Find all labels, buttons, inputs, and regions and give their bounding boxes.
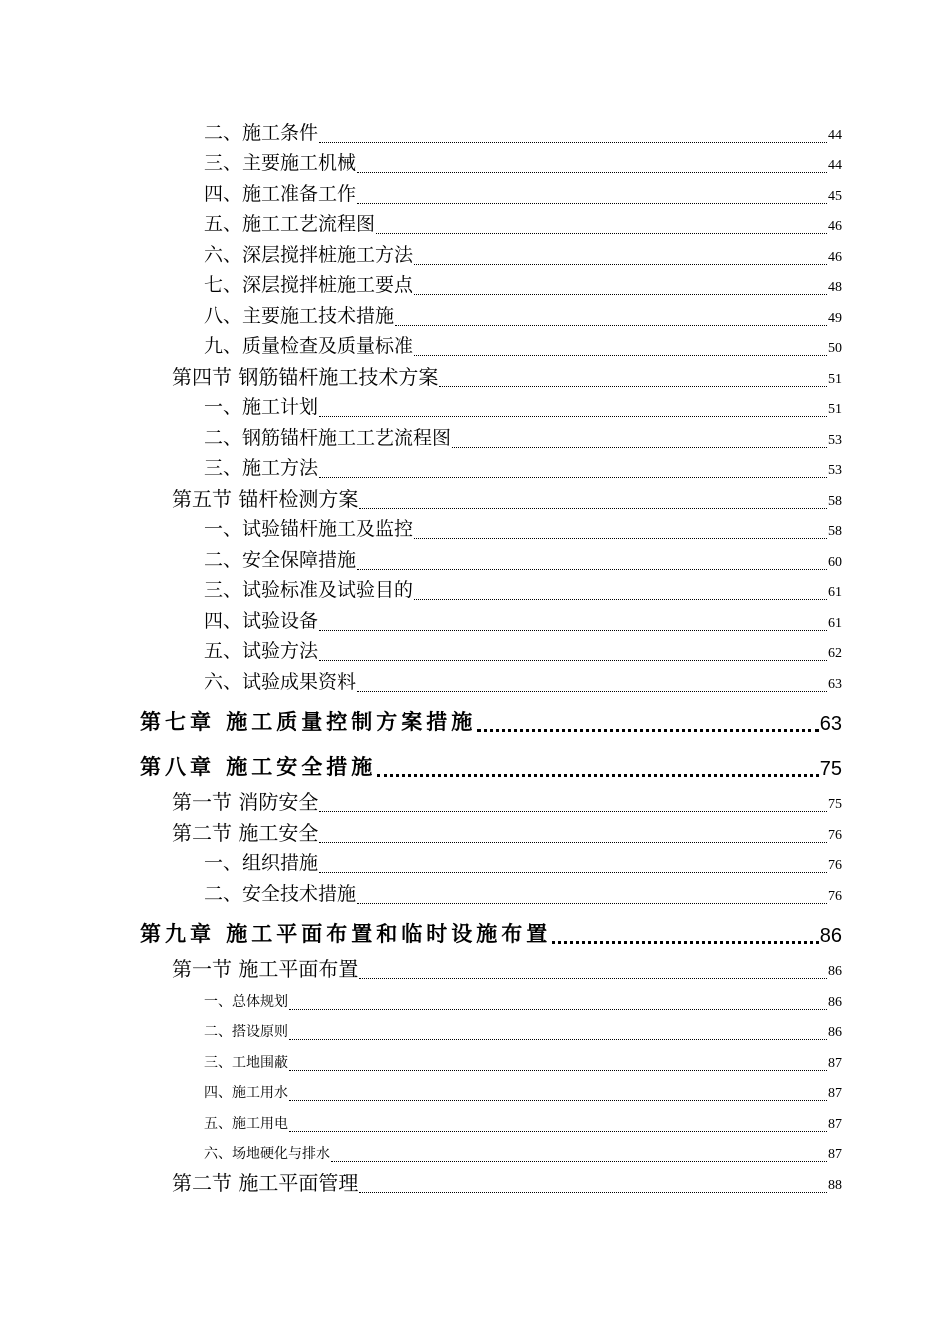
toc-entry-chap[interactable] xyxy=(0,697,950,742)
toc-entry-sec[interactable] xyxy=(0,817,950,848)
toc-entry-label: 第二节 施工安全 xyxy=(172,820,319,845)
toc-entry-item[interactable] xyxy=(0,331,950,362)
toc-entry-chap[interactable] xyxy=(0,909,950,954)
dot-leader xyxy=(319,416,827,417)
dot-leader xyxy=(414,294,827,295)
toc-entry-item[interactable] xyxy=(0,300,950,331)
toc-entry-label: 第五节 锚杆检测方案 xyxy=(172,486,359,511)
toc-entry-chap[interactable] xyxy=(0,742,950,787)
toc-entry-label: 第四节 钢筋锚杆施工技术方案 xyxy=(172,364,439,389)
dot-leader xyxy=(414,538,827,539)
toc-entry-page-number: 53 xyxy=(828,432,842,448)
toc-entry-item[interactable] xyxy=(0,453,950,484)
dot-leader xyxy=(357,203,827,204)
toc-entry-label: 一、试验锚杆施工及监控 xyxy=(204,518,414,540)
toc-entry-label: 二、安全保障措施 xyxy=(204,548,357,571)
toc-entry-label: 五、施工用电 xyxy=(204,1115,288,1132)
dot-leader xyxy=(289,1070,827,1071)
toc-entry-item[interactable] xyxy=(0,544,950,575)
toc-entry-label: 一、总体规划 xyxy=(204,993,288,1010)
toc-entry-page-number: 58 xyxy=(828,493,842,509)
dot-leader xyxy=(319,142,827,143)
toc-entry-item[interactable] xyxy=(0,178,950,209)
toc-entry-page-number: 48 xyxy=(828,280,842,295)
toc-entry-label: 六、试验成果资料 xyxy=(204,670,357,693)
toc-entry-page-number: 50 xyxy=(828,341,842,356)
dot-leader xyxy=(289,1100,827,1101)
toc-entry-page-number: 60 xyxy=(828,554,842,570)
toc-entry-label: 八、主要施工技术措施 xyxy=(204,304,395,327)
dot-leader xyxy=(319,811,827,812)
dot-leader xyxy=(319,872,827,873)
toc-entry-label: 五、施工工艺流程图 xyxy=(204,213,376,235)
toc-entry-page-number: 76 xyxy=(828,858,842,873)
dot-leader xyxy=(357,172,827,173)
toc-entry-label: 一、施工计划 xyxy=(204,396,319,418)
toc-entry-label: 二、安全技术措施 xyxy=(204,882,357,905)
toc-entry-label: 第九章 施工平面布置和临时设施布置 xyxy=(140,920,552,946)
toc-entry-item[interactable] xyxy=(0,575,950,606)
dot-leader xyxy=(357,691,827,692)
dot-leader xyxy=(319,477,827,478)
toc-entry-item[interactable] xyxy=(0,239,950,270)
toc-entry-item[interactable] xyxy=(0,605,950,636)
dot-leader xyxy=(414,355,827,356)
dot-leader xyxy=(319,842,827,843)
dot-leader xyxy=(331,1161,827,1162)
toc-entry-label: 一、组织措施 xyxy=(204,852,319,874)
dot-leader xyxy=(357,903,827,904)
toc-entry-item[interactable] xyxy=(0,878,950,909)
toc-entry-label: 三、工地围蔽 xyxy=(204,1054,288,1071)
toc-entry-small[interactable] xyxy=(0,1045,950,1076)
toc-entry-item[interactable] xyxy=(0,148,950,179)
toc-entry-page-number: 75 xyxy=(828,797,842,812)
toc-entry-label: 二、搭设原则 xyxy=(204,1024,288,1040)
toc-entry-label: 三、施工方法 xyxy=(204,457,319,479)
toc-entry-small[interactable] xyxy=(0,984,950,1015)
toc-entry-page-number: 86 xyxy=(819,924,842,947)
toc-entry-small[interactable] xyxy=(0,1106,950,1137)
toc-entry-item[interactable] xyxy=(0,270,950,301)
toc-entry-label: 四、施工准备工作 xyxy=(204,182,357,205)
toc-entry-page-number: 44 xyxy=(828,158,842,173)
toc-entry-item[interactable] xyxy=(0,117,950,148)
toc-entry-page-number: 49 xyxy=(828,310,842,326)
toc-entry-sec[interactable] xyxy=(0,361,950,392)
toc-entry-page-number: 63 xyxy=(828,676,842,692)
toc-entry-page-number: 86 xyxy=(828,964,842,979)
dot-leader xyxy=(319,630,827,631)
toc-entry-page-number: 62 xyxy=(828,646,842,661)
toc-entry-item[interactable] xyxy=(0,848,950,879)
dot-leader xyxy=(359,508,827,509)
dot-leader xyxy=(289,1039,827,1040)
toc-entry-page-number: 86 xyxy=(828,1025,842,1040)
dot-leader xyxy=(289,1131,827,1132)
toc-entry-item[interactable] xyxy=(0,392,950,423)
toc-entry-page-number: 53 xyxy=(828,463,842,478)
toc-entry-label: 七、深层搅拌桩施工要点 xyxy=(204,274,414,296)
toc-entry-label: 二、施工条件 xyxy=(204,121,319,144)
toc-entry-label: 三、试验标准及试验目的 xyxy=(204,579,414,601)
toc-entry-sec[interactable] xyxy=(0,954,950,985)
toc-entry-item[interactable] xyxy=(0,209,950,240)
toc-entry-label: 第二节 施工平面管理 xyxy=(172,1170,359,1195)
toc-entry-page-number: 88 xyxy=(828,1177,842,1193)
toc-entry-small[interactable] xyxy=(0,1015,950,1046)
toc-entry-label: 九、质量检查及质量标准 xyxy=(204,335,414,357)
toc-entry-page-number: 87 xyxy=(828,1116,842,1132)
toc-entry-sec[interactable] xyxy=(0,787,950,818)
dot-leader xyxy=(439,386,827,387)
toc-entry-label: 三、主要施工机械 xyxy=(204,152,357,174)
toc-entry-label: 四、试验设备 xyxy=(204,609,319,632)
dot-leader xyxy=(477,729,818,732)
toc-entry-small[interactable] xyxy=(0,1076,950,1107)
toc-entry-small[interactable] xyxy=(0,1137,950,1168)
toc-entry-label: 四、施工用水 xyxy=(204,1085,288,1101)
toc-entry-page-number: 61 xyxy=(828,585,842,600)
toc-entry-page-number: 58 xyxy=(828,524,842,539)
dot-leader xyxy=(289,1009,827,1010)
toc-entry-label: 第一节 施工平面布置 xyxy=(172,957,359,981)
dot-leader xyxy=(395,325,827,326)
toc-entry-page-number: 51 xyxy=(828,402,842,417)
toc-entry-label: 六、深层搅拌桩施工方法 xyxy=(204,243,414,266)
dot-leader xyxy=(376,233,827,234)
toc-entry-label: 六、场地硬化与排水 xyxy=(204,1146,330,1162)
table-of-contents xyxy=(0,117,950,1198)
dot-leader xyxy=(552,941,818,944)
toc-entry-page-number: 63 xyxy=(819,712,842,735)
toc-entry-sec[interactable] xyxy=(0,1167,950,1198)
toc-entry-item[interactable] xyxy=(0,666,950,697)
dot-leader xyxy=(414,599,827,600)
toc-entry-page-number: 61 xyxy=(828,615,842,631)
toc-entry-label: 第七章 施工质量控制方案措施 xyxy=(140,708,477,734)
toc-entry-page-number: 44 xyxy=(828,127,842,143)
toc-entry-item[interactable] xyxy=(0,636,950,667)
toc-entry-label: 第一节 消防安全 xyxy=(172,790,319,814)
toc-entry-sec[interactable] xyxy=(0,483,950,514)
toc-entry-page-number: 76 xyxy=(828,888,842,904)
toc-entry-page-number: 87 xyxy=(828,1147,842,1162)
toc-entry-label: 五、试验方法 xyxy=(204,640,319,662)
toc-entry-page-number: 46 xyxy=(828,219,842,234)
dot-leader xyxy=(452,447,827,448)
dot-leader xyxy=(319,660,827,661)
toc-entry-page-number: 76 xyxy=(828,827,842,843)
toc-entry-page-number: 87 xyxy=(828,1086,842,1101)
toc-entry-label: 二、钢筋锚杆施工工艺流程图 xyxy=(204,426,452,449)
dot-leader xyxy=(359,978,827,979)
dot-leader xyxy=(414,264,827,265)
toc-entry-page-number: 87 xyxy=(828,1055,842,1071)
toc-entry-item[interactable] xyxy=(0,514,950,545)
toc-entry-page-number: 46 xyxy=(828,249,842,265)
dot-leader xyxy=(359,1192,827,1193)
toc-entry-page-number: 86 xyxy=(828,994,842,1010)
dot-leader xyxy=(357,569,827,570)
toc-entry-page-number: 75 xyxy=(819,757,842,780)
toc-entry-page-number: 45 xyxy=(828,188,842,204)
toc-entry-item[interactable] xyxy=(0,422,950,453)
toc-entry-label: 第八章 施工安全措施 xyxy=(140,753,377,779)
toc-entry-page-number: 51 xyxy=(828,371,842,387)
dot-leader xyxy=(377,774,818,777)
